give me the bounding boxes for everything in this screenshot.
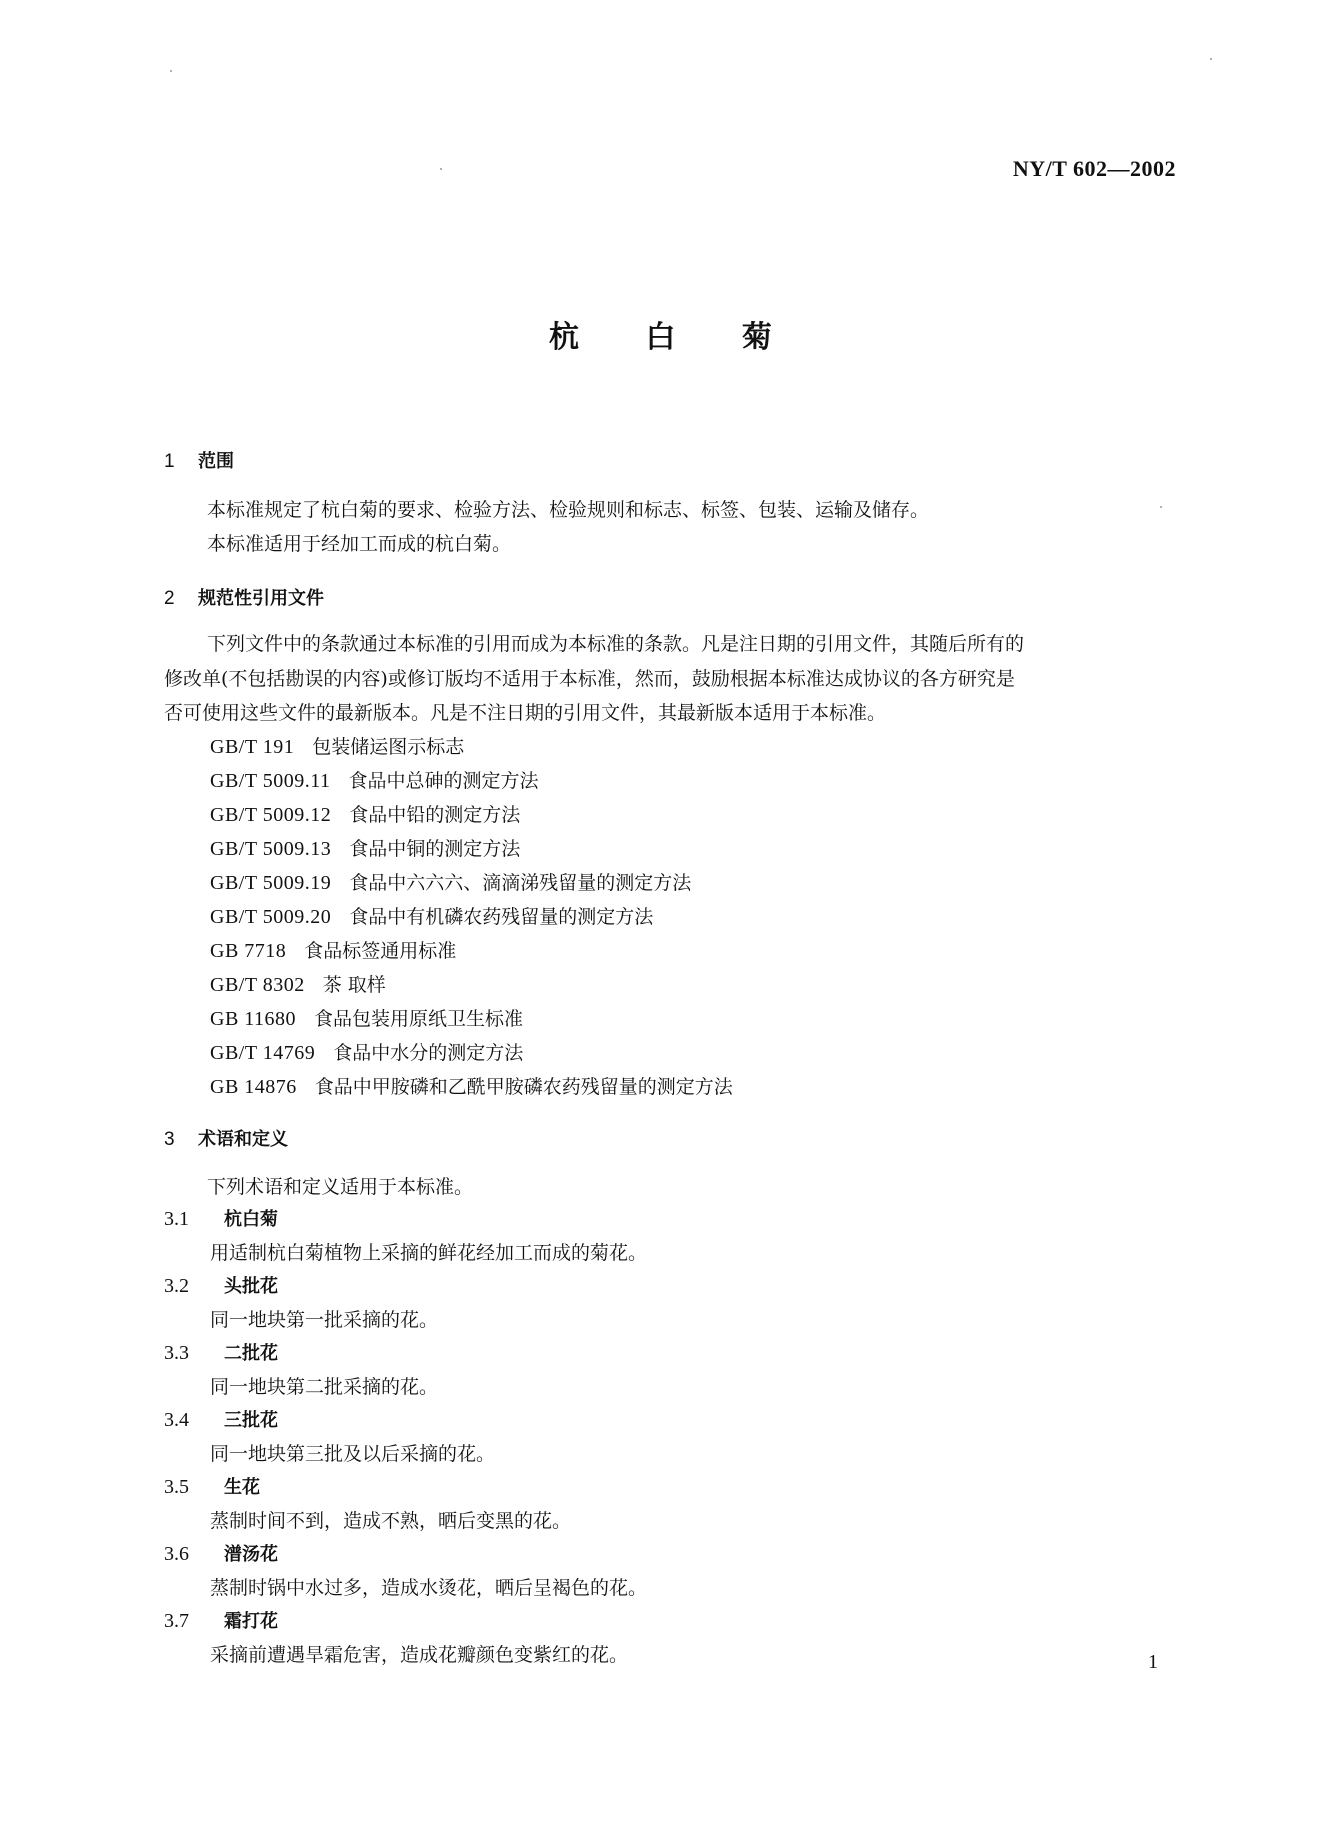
- section-1-heading: [164, 447, 234, 473]
- reference-title: 茶 取样: [322, 974, 386, 996]
- scan-speck: [170, 70, 172, 72]
- reference-item: [210, 970, 386, 997]
- paragraph: 修改单(不包括勘误的内容)或修订版均不适用于本标准，然而，鼓励根据本标准达成协议的各方研究是: [164, 668, 1015, 690]
- reference-item: [210, 1004, 523, 1031]
- reference-item: [210, 1038, 523, 1065]
- paragraph: 本标准规定了杭白菊的要求、检验方法、检验规则和标志、标签、包装、运输及储存。: [207, 499, 930, 521]
- reference-code: GB/T 14769: [210, 1042, 316, 1064]
- reference-code: GB 11680: [210, 1008, 297, 1030]
- term-definition: 同一地块第二批采摘的花。: [210, 1376, 439, 1398]
- reference-item: [210, 732, 464, 759]
- paragraph: 否可使用这些文件的最新版本。凡是不注日期的引用文件，其最新版本适用于本标准。: [164, 702, 887, 724]
- section-2-heading: [164, 584, 324, 610]
- term-heading: [164, 1205, 278, 1231]
- reference-code: GB/T 5009.12: [210, 804, 332, 826]
- page-title: 杭 白 菊: [549, 320, 800, 355]
- paragraph: 下列文件中的条款通过本标准的引用而成为本标准的条款。凡是注日期的引用文件，其随后所有的: [207, 633, 1025, 655]
- term-definition: 蒸制时间不到，造成不熟，晒后变黑的花。: [210, 1510, 572, 1532]
- page-number: 1: [1148, 1651, 1158, 1673]
- reference-title: 食品包装用原纸卫生标准: [314, 1008, 524, 1030]
- term-heading: [164, 1272, 278, 1298]
- reference-title: 食品中水分的测定方法: [333, 1042, 524, 1064]
- paragraph: 本标准适用于经加工而成的杭白菊。: [207, 533, 512, 555]
- term-number: 3.6: [164, 1543, 189, 1565]
- reference-item: [210, 1072, 733, 1099]
- section-number: 3: [164, 1129, 175, 1150]
- reference-code: GB 7718: [210, 940, 287, 962]
- section-3-heading: [164, 1125, 288, 1151]
- reference-code: GB/T 191: [210, 736, 295, 758]
- reference-code: GB/T 5009.19: [210, 872, 332, 894]
- reference-code: GB/T 8302: [210, 974, 305, 996]
- term-number: 3.5: [164, 1476, 189, 1498]
- term-number: 3.2: [164, 1275, 189, 1297]
- reference-title: 食品标签通用标准: [304, 940, 457, 962]
- section-title: 术语和定义: [198, 1129, 288, 1150]
- term-number: 3.4: [164, 1409, 189, 1431]
- term-name: 生花: [224, 1477, 260, 1498]
- scan-speck: [440, 168, 442, 170]
- scan-speck: [1160, 506, 1162, 508]
- reference-item: [210, 766, 538, 793]
- reference-title: 食品中总砷的测定方法: [348, 770, 539, 792]
- reference-item: [210, 800, 520, 827]
- term-number: 3.1: [164, 1208, 189, 1230]
- reference-item: [210, 868, 691, 895]
- reference-code: GB/T 5009.20: [210, 906, 332, 928]
- term-name: 霜打花: [224, 1611, 278, 1632]
- term-number: 3.3: [164, 1342, 189, 1364]
- scan-speck: [1210, 58, 1212, 60]
- reference-code: GB/T 5009.11: [210, 770, 331, 792]
- term-number: 3.7: [164, 1610, 189, 1632]
- section-number: 1: [164, 451, 175, 472]
- reference-title: 食品中甲胺磷和乙酰甲胺磷农药残留量的测定方法: [314, 1076, 733, 1098]
- term-name: 杭白菊: [224, 1209, 278, 1230]
- term-definition: 同一地块第三批及以后采摘的花。: [210, 1443, 496, 1465]
- term-name: 头批花: [224, 1276, 278, 1297]
- term-name: 潽汤花: [224, 1544, 278, 1565]
- section-title: 规范性引用文件: [198, 588, 324, 609]
- reference-item: [210, 936, 456, 963]
- reference-code: GB 14876: [210, 1076, 297, 1098]
- term-heading: [164, 1406, 278, 1432]
- term-heading: [164, 1473, 260, 1499]
- term-heading: [164, 1339, 278, 1365]
- term-name: 三批花: [224, 1410, 278, 1431]
- term-definition: 用适制杭白菊植物上采摘的鲜花经加工而成的菊花。: [210, 1242, 648, 1264]
- reference-title: 食品中六六六、滴滴涕残留量的测定方法: [349, 872, 692, 894]
- reference-title: 食品中铜的测定方法: [349, 838, 521, 860]
- term-name: 二批花: [224, 1343, 278, 1364]
- term-heading: [164, 1607, 278, 1633]
- term-definition: 采摘前遭遇旱霜危害，造成花瓣颜色变紫红的花。: [210, 1644, 629, 1666]
- reference-title: 食品中有机磷农药残留量的测定方法: [349, 906, 654, 928]
- paragraph: 下列术语和定义适用于本标准。: [207, 1176, 474, 1198]
- section-title: 范围: [198, 451, 234, 472]
- term-heading: [164, 1540, 278, 1566]
- reference-title: 食品中铅的测定方法: [349, 804, 521, 826]
- reference-code: GB/T 5009.13: [210, 838, 332, 860]
- reference-item: [210, 834, 520, 861]
- reference-item: [210, 902, 653, 929]
- reference-title: 包装储运图示标志: [312, 736, 465, 758]
- term-definition: 同一地块第一批采摘的花。: [210, 1309, 439, 1331]
- section-number: 2: [164, 588, 175, 609]
- term-definition: 蒸制时锅中水过多，造成水烫花，晒后呈褐色的花。: [210, 1577, 648, 1599]
- standard-code: NY/T 602—2002: [1012, 156, 1176, 181]
